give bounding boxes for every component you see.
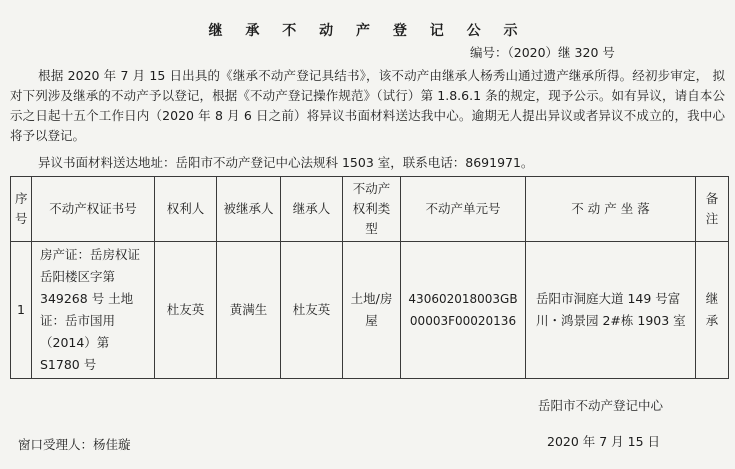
cell-decedent: 黄满生 [217, 242, 281, 379]
table-row [11, 242, 729, 379]
header-location: 不 动 产 坐 落 [526, 177, 696, 242]
header-right-type: 不动产权利类型 [343, 177, 401, 242]
cell-right-type: 土地/房屋 [343, 242, 401, 379]
cell-heir: 杜友英 [281, 242, 343, 379]
header-unit-no: 不动产单元号 [401, 177, 526, 242]
issuer-name: 岳阳市不动产登记中心 [538, 398, 664, 413]
header-decedent: 被继承人 [217, 177, 281, 242]
header-right-holder: 权利人 [155, 177, 217, 242]
table-header-row [11, 177, 729, 242]
cell-location: 岳阳市洞庭大道 149 号富川・鸿景园 2#栋 1903 室 [526, 242, 696, 379]
notice-paragraph [10, 66, 725, 146]
header-heir: 继承人 [281, 177, 343, 242]
notice-title: 继 承 不 动 产 登 记 公 示 [208, 23, 527, 39]
cell-seq: 1 [11, 242, 32, 379]
header-cert-no: 不动产权证书号 [32, 177, 155, 242]
header-remark: 备注 [696, 177, 729, 242]
cell-remark: 继承 [696, 242, 729, 379]
header-seq: 序号 [11, 177, 32, 242]
notice-paragraph-text: 根据 2020 年 7 月 15 日出具的《继承不动产登记具结书》，该不动产由继承人杨秀山通过遗产继承所得。经初步审定， 拟对下列涉及继承的不动产予以登记，根据《不动产登记操作规范》（试行）第 1.8.6.1 条的规定，现予公示。如有异议，请自本公示之日起十五个工作日内（2020 年 8 月 6 日之前）将异议书面材料送达我中心。逾期无人提出异议或者异议不成立的，我中心将予以登记。 [10, 68, 725, 143]
property-table [10, 176, 729, 379]
cell-unit-no: 430602018003GB00003F00020136 [401, 242, 526, 379]
document-number: 编号：（2020）继 320 号 [470, 45, 615, 60]
issue-date: 2020 年 7 月 15 日 [547, 434, 661, 449]
cell-right-holder: 杜友英 [155, 242, 217, 379]
objection-address: 异议书面材料送达地址：岳阳市不动产登记中心法规科 1503 室，联系电话：8691971。 [38, 155, 534, 170]
cell-cert-no: 房产证：岳房权证岳阳楼区字第 349268 号 土地证：岳市国用（2014）第 S1780 号 [32, 242, 155, 379]
window-receiver: 窗口受理人：杨佳璇 [18, 437, 131, 452]
